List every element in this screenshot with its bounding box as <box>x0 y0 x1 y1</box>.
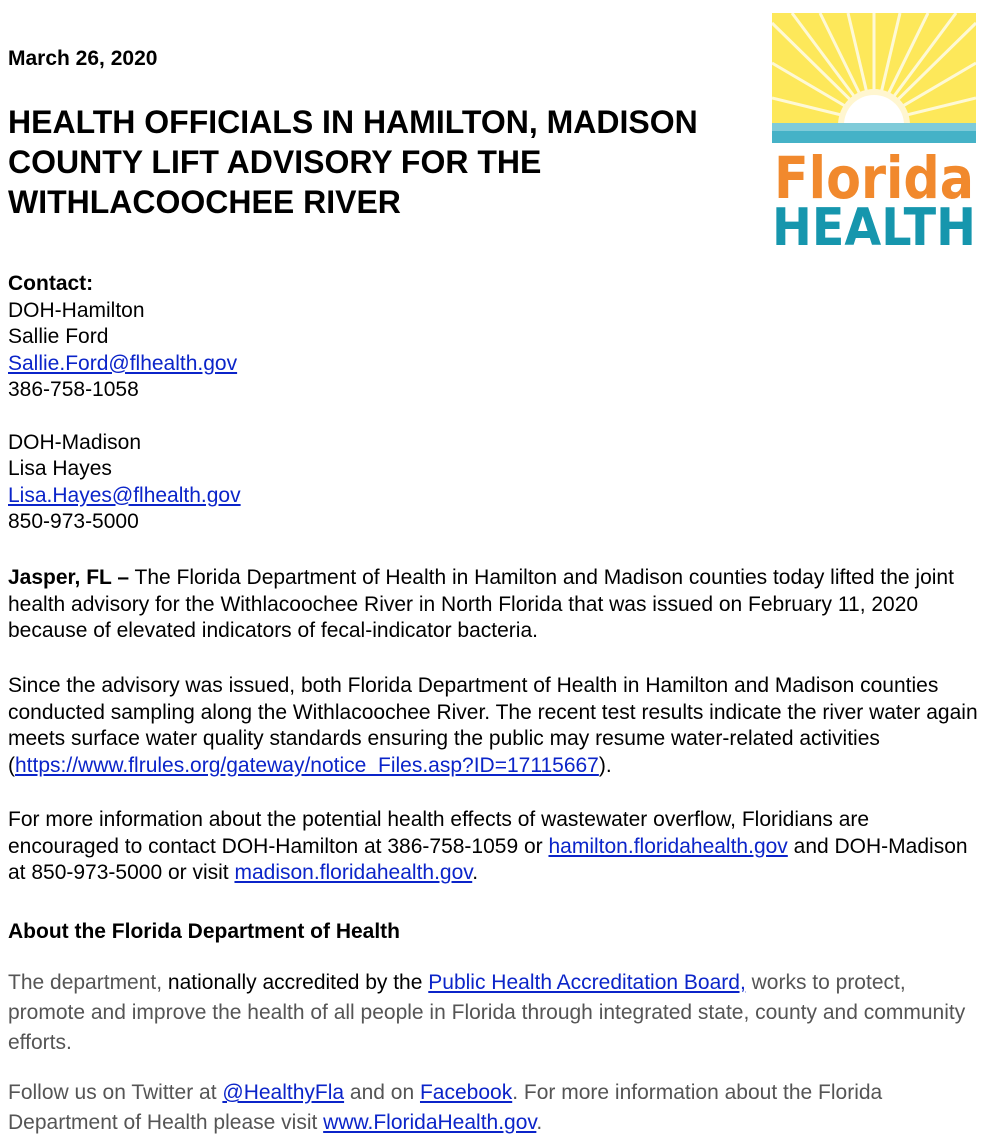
about-text-b: nationally accredited by the <box>162 971 429 994</box>
contact-name-hamilton: Sallie Ford <box>8 325 109 348</box>
dateline: Jasper, FL – <box>8 566 130 589</box>
contact-office-hamilton: DOH-Hamilton <box>8 298 145 322</box>
follow-text-c: . For more information about the Florida Department of Health please visit <box>8 1081 883 1134</box>
release-date: March 26, 2020 <box>8 47 158 70</box>
logo-word-health: HEALTH <box>772 198 976 258</box>
flrules-notice-link[interactable]: https://www.flrules.org/gateway/notice_Files.asp?ID=17115667 <box>15 753 599 777</box>
follow-paragraph <box>8 1078 983 1138</box>
about-heading: About the Florida Department of Health <box>8 920 401 943</box>
contact-office-madison: DOH-Madison <box>8 430 142 454</box>
follow-text-b: and on <box>344 1081 420 1104</box>
more-info-text-end: . <box>472 861 479 884</box>
contact-phone-madison: 850-973-5000 <box>8 510 139 533</box>
page-title: HEALTH OFFICIALS IN HAMILTON, MADISON COUNTY LIFT ADVISORY FOR THE WITHLACOOCHEE RIVER <box>8 104 698 220</box>
more-info-text-1: For more information about the potential health effects of wastewater overflow, Floridians are encouraged to contact DOH-Hamilton at 386-758-1059 or <box>8 808 870 858</box>
sampling-text-end: ). <box>598 753 612 777</box>
phab-link[interactable]: Public Health Accreditation Board, <box>428 971 746 994</box>
about-text-c: works to protect, promote and improve the health of all people in Florida through integrated state, county and community efforts. <box>8 971 966 1054</box>
paragraph-announcement <box>8 565 978 645</box>
about-text-a: The department, <box>8 971 163 994</box>
floridahealth-site-link[interactable]: www.FloridaHealth.gov <box>323 1111 537 1134</box>
follow-text-a: Follow us on Twitter at <box>8 1081 223 1104</box>
announcement-text: The Florida Department of Health in Hamilton and Madison counties today lifted the joint health advisory for the Withlacoochee River in North Florida that was issued on February 11, 2020 because of elevated indicators of fecal-indicator bacteria. <box>8 566 954 642</box>
sampling-text: Since the advisory was issued, both Florida Department of Health in Hamilton and Madison counties conducted sampling along the Withlacoochee River. The recent test results indicate the river water again meets surface water quality standards ensuring the public may resume water-related activities ( <box>8 674 978 777</box>
contact-phone-hamilton: 386-758-1058 <box>8 378 139 401</box>
contact-email-madison-link[interactable]: Lisa.Hayes@flhealth.gov <box>8 483 241 507</box>
contact-email-hamilton-link[interactable]: Sallie.Ford@flhealth.gov <box>8 351 238 375</box>
hamilton-site-link[interactable]: hamilton.floridahealth.gov <box>548 834 788 858</box>
paragraph-more-info <box>8 807 978 887</box>
logo-word-florida: Florida <box>774 144 974 212</box>
madison-site-link[interactable]: madison.floridahealth.gov <box>234 861 473 884</box>
contact-name-madison: Lisa Hayes <box>8 457 112 480</box>
florida-health-logo <box>772 13 976 258</box>
contact-block <box>8 271 241 536</box>
facebook-link[interactable]: Facebook <box>419 1081 513 1104</box>
about-paragraph <box>8 968 983 1058</box>
more-info-text-2: and DOH-Madison at 850-973-5000 or visit <box>8 834 968 884</box>
twitter-link[interactable]: @HealthyFla <box>222 1081 345 1104</box>
contact-heading: Contact: <box>8 272 94 295</box>
follow-text-d: . <box>536 1111 543 1134</box>
paragraph-sampling <box>8 673 978 779</box>
